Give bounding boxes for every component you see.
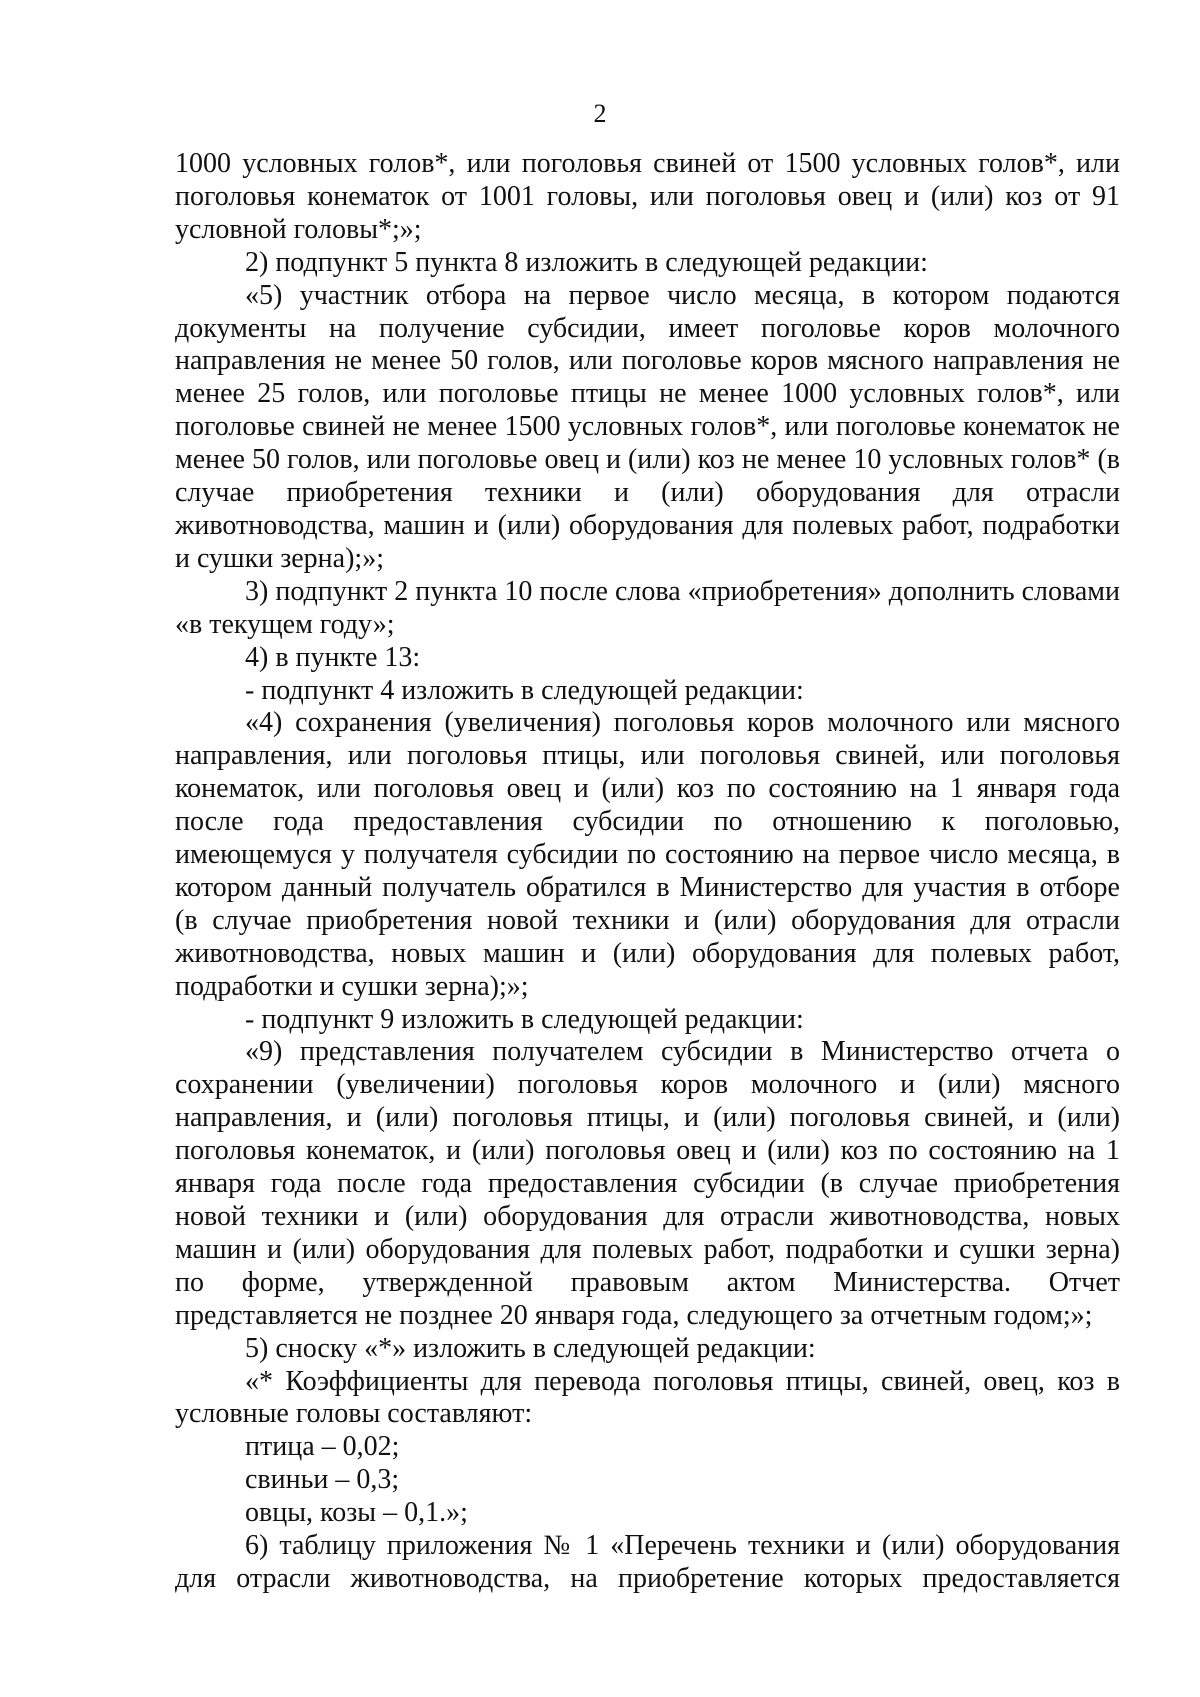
paragraph-quote-subitem-4: «4) сохранения (увеличения) поголовья коров молочного или мясного направления, или поголовья птицы, или поголовья свиней, или поголовья конематок, или поголовья овец и (или) коз по состоянию на 1 января года после года предоставления субсидии по отношению к поголовью, имеющемуся у получателя субсидии по состоянию на первое число месяца, в котором данный получатель обратился в Министерство для участия в отборе (в случае приобретения новой техники и (или) оборудования для отрасли животноводства, новых машин и (или) оборудования для полевых работ, подработки и сушки зерна);»; (175, 707, 1120, 1002)
document-body (175, 148, 1120, 1596)
page-number: 2 (593, 99, 607, 128)
paragraph-item-5: 5) сноску «*» изложить в следующей редакции: (245, 1332, 816, 1364)
paragraph-coefficient-birds: птица – 0,02; (245, 1431, 400, 1463)
paragraph-coefficient-pigs: свиньи – 0,3; (245, 1464, 400, 1496)
paragraph-dash-subitem-4: - подпункт 4 изложить в следующей редакции: (245, 674, 804, 706)
paragraph-item-4: 4) в пункте 13: (245, 641, 421, 673)
paragraph-continuation: 1000 условных голов*, или поголовья свиней от 1500 условных голов*, или поголовья конематок от 1001 головы, или поголовья овец и (или) коз от 91 условной головы*;»; (175, 148, 1120, 245)
paragraph-quote-subitem-9: «9) представления получателем субсидии в Министерство отчета о сохранении (увеличении) поголовья коров молочного и (или) мясного направления, и (или) поголовья птицы, и (или) поголовья свиней, и (или) поголовья конематок, и (или) поголовья овец и (или) коз по состоянию на 1 января года после года предоставления субсидии (в случае приобретения новой техники и (или) оборудования для отрасли животноводства, новых машин и (или) оборудования для полевых работ, подработки и сушки зерна) по форме, утвержденной правовым актом Министерства. Отчет представляется не позднее 20 января года, следующего за отчетным годом;»; (175, 1036, 1120, 1331)
paragraph-coefficient-sheep-goats: овцы, козы – 0,1.»; (245, 1497, 468, 1529)
paragraph-quote-subitem-5: «5) участник отбора на первое число месяца, в котором подаются документы на получение субсидии, имеет поголовье коров молочного направления не менее 50 голов, или поголовье коров мясного направления не менее 25 голов, или поголовье птицы не менее 1000 условных голов*, или поголовье свиней не менее 1500 условных голов*, или поголовье конематок не менее 50 голов, или поголовье овец и (или) коз не менее 10 условных голов* (в случае приобретения техники и (или) оборудования для отрасли животноводства, машин и (или) оборудования для полевых работ, подработки и сушки зерна);»; (175, 279, 1120, 574)
paragraph-item-2: 2) подпункт 5 пункта 8 изложить в следующей редакции: (245, 246, 928, 278)
paragraph-item-6: 6) таблицу приложения № 1 «Перечень техники и (или) оборудования для отрасли животноводства, на приобретение которых предоставляется (175, 1530, 1120, 1594)
paragraph-item-3: 3) подпункт 2 пункта 10 после слова «приобретения» дополнить словами «в текущем году»; (175, 575, 1120, 640)
paragraph-dash-subitem-9: - подпункт 9 изложить в следующей редакции: (245, 1003, 804, 1035)
paragraph-footnote-intro: «* Коэффициенты для перевода поголовья птицы, свиней, овец, коз в условные головы составляют: (175, 1365, 1120, 1430)
